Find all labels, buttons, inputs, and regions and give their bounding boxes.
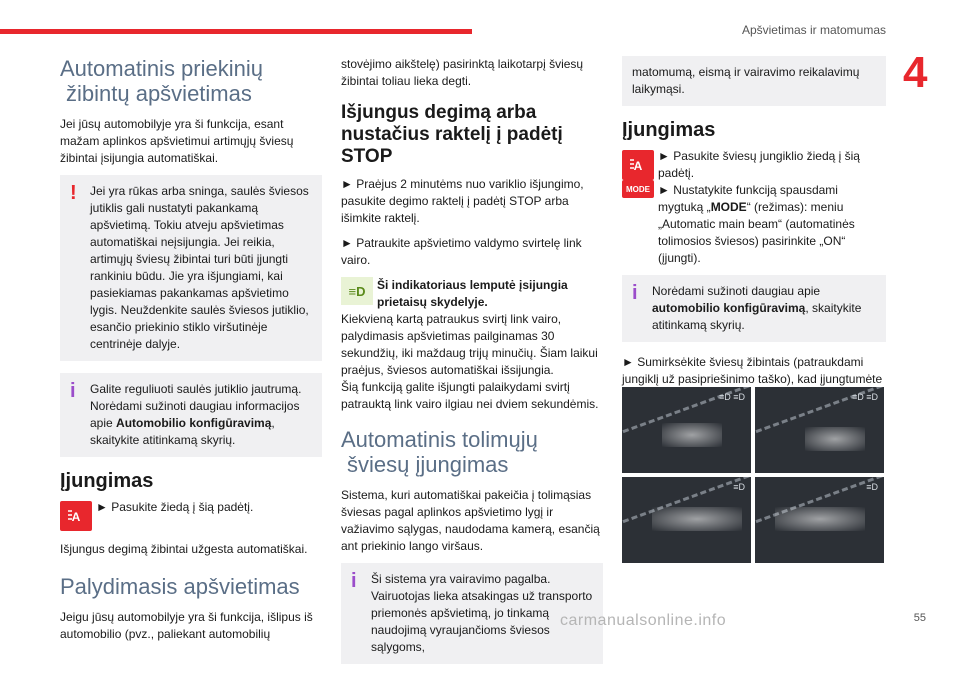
paragraph: ► Sumirksėkite šviesų žibintais (patraukdami jungiklį už pasipriešinimo taško), kad įjungtumėte bbox=[622, 355, 883, 386]
high-beam-indicator-icon: ≡D bbox=[866, 482, 878, 492]
info-icon: i bbox=[632, 282, 638, 304]
header-title: Apšvietimas ir matomumas bbox=[741, 23, 886, 37]
heading-isjungus: Išjungus degimą arba nustačius raktelį į padėtį STOP bbox=[341, 102, 563, 167]
info-text bbox=[652, 283, 876, 334]
heading-line: Automatinis tolimųjų bbox=[341, 427, 538, 452]
info-box bbox=[60, 373, 322, 457]
info-icon: i bbox=[70, 380, 76, 402]
heading-palydimasis: Palydimasis apšvietimas bbox=[60, 574, 300, 599]
svg-text:A: A bbox=[71, 510, 81, 524]
info-text-part: Galite reguliuoti saulės jutiklio jautrumą. Norėdami sužinoti daugiau informacijos apie bbox=[90, 382, 302, 430]
paragraph: Kiekvieną kartą patraukus svirtį link vairo, palydimasis apšvietimas pailginamas 30 sekundžių, iki maždaug trijų minučių. Šiam laikui praėjus, šviesos automatiškai išsijungia. bbox=[341, 312, 598, 377]
paragraph: ► Patraukite apšvietimo valdymo svirtelę link vairo. bbox=[341, 236, 582, 267]
step-text: ► Pasukite žiedą į šią padėtį. bbox=[96, 500, 254, 514]
paragraph: Išjungus degimą žibintai užgesta automatiškai. bbox=[60, 542, 308, 556]
column-1 bbox=[60, 56, 322, 651]
chapter-number: 4 bbox=[903, 48, 928, 97]
watermark: carmanualsonline.info bbox=[560, 612, 727, 629]
high-beam-indicator-icon: ≡D ≡D bbox=[851, 392, 878, 402]
illustration-night-road bbox=[622, 477, 751, 563]
paragraph: ► Praėjus 2 minutėms nuo variklio išjungimo, pasukite degimo raktelį į padėtį STOP arba išimkite raktelį. bbox=[341, 177, 584, 225]
paragraph: Šią funkciją galite išjungti palaikydami svirtį patrauktą link vairo ilgiau nei dviem sekundėmis. bbox=[341, 380, 599, 411]
paragraph: Sistema, kuri automatiškai pakeičia į tolimąsias šviesas pagal aplinkos apšvietimo lygį ir važiavimo sąlygas, naudodama kamerą, esančią ant priekinio lango viršaus. bbox=[341, 488, 600, 553]
auto-headlamp-icon bbox=[622, 150, 654, 180]
info-text-part: , skaitykite atitinkamą skyrių. bbox=[652, 301, 862, 332]
warning-icon: ! bbox=[70, 182, 77, 204]
page-number: 55 bbox=[913, 612, 926, 624]
warning-text: Jei yra rūkas arba sninga, saulės šviesos jutiklis gali nustatyti pakankamą apšvietimą. Tokiu atveju apšvietimas automatiškai neįsijungia. Jei reikia, artimųjų šviesų žibintai turi būti įjungti rankiniu būdu. Jie yra išjungiami, kai pasiekiamas pakankamas apšvietimo lygis. Neuždenkite saulės šviesos jutiklio, esančio priekinio stiklo viršutinėje centrinėje dalyje. bbox=[90, 184, 309, 351]
step-text: ► Pasukite šviesų jungiklio žiedą į šią padėtį. bbox=[658, 149, 860, 180]
header-accent-bar bbox=[0, 29, 472, 34]
mode-button-icon: MODE bbox=[622, 180, 654, 198]
svg-text:A: A bbox=[633, 159, 643, 173]
step-text-part: “ (režimas): meniu „Automatic main beam“ (automatinės tolimosios šviesos) pasirinkite „ON“ (įjungti). bbox=[658, 200, 855, 265]
illustration-night-road bbox=[755, 477, 884, 563]
info-icon: i bbox=[351, 570, 357, 592]
info-text-bold: automobilio konfigūravimą bbox=[652, 301, 806, 315]
heading-ijungimas: Įjungimas bbox=[60, 470, 154, 492]
step-text-bold: MODE bbox=[710, 200, 747, 214]
illustration-night-road bbox=[755, 387, 884, 473]
heading-line: šviesų įjungimas bbox=[347, 452, 509, 477]
indicator-text: Ši indikatoriaus lemputė įsijungia prietaisų skydelyje. bbox=[377, 278, 568, 309]
info-text bbox=[90, 381, 312, 449]
indicator-row bbox=[341, 277, 603, 311]
heading-ijungimas: Įjungimas bbox=[622, 119, 716, 141]
heading-auto-headlamps bbox=[60, 56, 322, 106]
step-row bbox=[60, 499, 322, 533]
illustration-grid bbox=[622, 387, 884, 563]
high-beam-indicator-icon: ≡D bbox=[733, 482, 745, 492]
heading-line: Automatinis priekinių bbox=[60, 56, 263, 81]
paragraph: Jeigu jūsų automobilyje yra ši funkcija, išlipus iš automobilio (pvz., paliekant automobilių bbox=[60, 610, 313, 641]
heading-line: žibintų apšvietimas bbox=[66, 81, 252, 106]
info-text: matomumą, eismą ir vairavimo reikalavimų laikymąsi. bbox=[632, 65, 860, 96]
info-box bbox=[622, 275, 886, 342]
illustration-night-road bbox=[622, 387, 751, 473]
high-beam-indicator-icon: ≡D ≡D bbox=[718, 392, 745, 402]
step-text-part: ► Nustatykite funkciją spausdami mygtuką „ bbox=[658, 183, 838, 214]
info-text-bold: Automobilio konfigūravimą bbox=[116, 416, 272, 430]
info-box-continued bbox=[622, 56, 886, 106]
paragraph: stovėjimo aikštelę) pasirinktą laikotarpį šviesų žibintai toliau lieka degti. bbox=[341, 57, 584, 88]
warning-box bbox=[60, 175, 322, 361]
info-text: Ši sistema yra vairavimo pagalba. Vairuotojas lieka atsakingas už transporto priemonės apšvietimą, jo tinkamą naudojimą vyraujančioms šviesos sąlygoms, bbox=[371, 572, 593, 654]
step-text bbox=[658, 182, 886, 267]
column-2 bbox=[341, 56, 603, 676]
auto-main-beam-indicator-icon: ≡D bbox=[341, 277, 373, 305]
info-text-part: , skaitykite atitinkamą skyrių. bbox=[90, 416, 275, 447]
auto-headlamp-icon bbox=[60, 501, 92, 531]
paragraph: Jei jūsų automobilyje yra ši funkcija, esant mažam aplinkos apšvietimui artimųjų šviesų žibintai įsijungia automatiškai. bbox=[60, 117, 294, 165]
heading-tolimuju bbox=[341, 427, 603, 477]
info-text-part: Norėdami sužinoti daugiau apie bbox=[652, 284, 821, 298]
step-row bbox=[622, 148, 886, 267]
